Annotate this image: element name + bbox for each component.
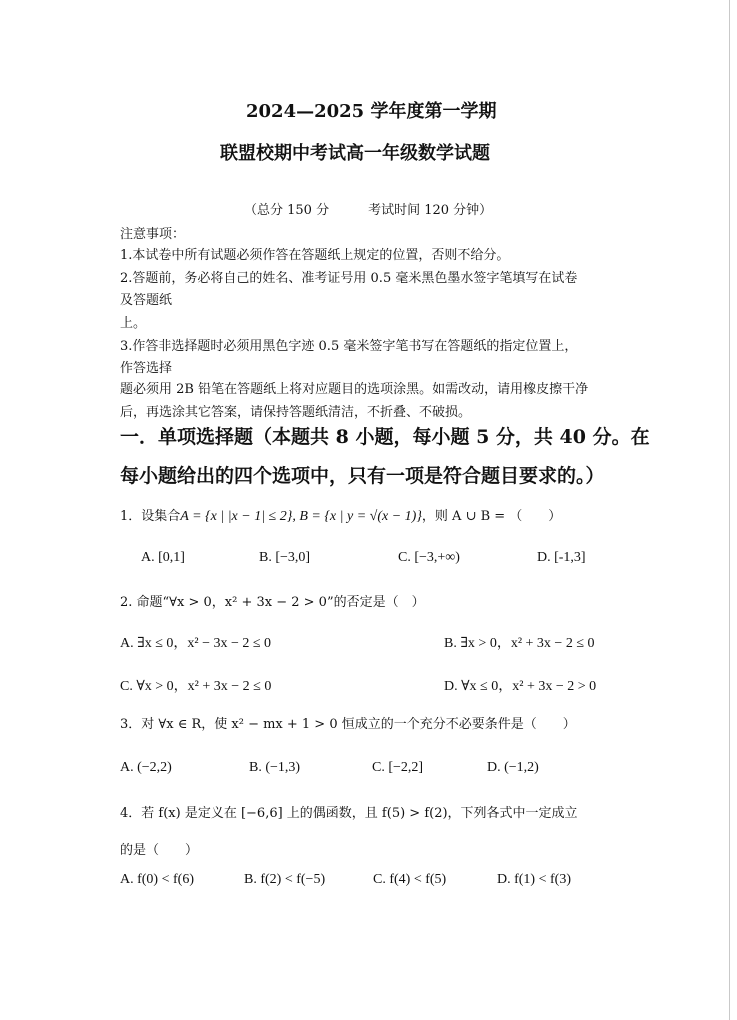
score-time-info: （总分 150 分 考试时间 120 分钟）: [244, 203, 493, 218]
q2-option-c: C. ∀x > 0，x² + 3x − 2 ≤ 0: [120, 679, 272, 694]
q4-option-d: D. f(1) < f(3): [497, 872, 571, 887]
q3-option-d: D. (−1,2): [487, 760, 539, 775]
section-heading-line1: 一．单项选择题（本题共 8 小题，每小题 5 分，共 40 分。在: [120, 426, 650, 448]
note-1: 1.本试卷中所有试题必须作答在答题纸上规定的位置，否则不给分。: [120, 248, 510, 263]
q1-tail: ，则 A ∪ B = （ ）: [421, 509, 562, 524]
q1-option-b: B. [−3,0]: [259, 550, 311, 565]
question-4-stem-line1: 4．若 f(x) 是定义在 [−6,6] 上的偶函数，且 f(5) > f(2)，下列各式中一定成立: [120, 806, 578, 821]
note-3-line2: 作答选择: [120, 361, 173, 376]
q3-option-c: C. [−2,2]: [372, 760, 424, 775]
exam-title-line2: 联盟校期中考试高一年级数学试题: [220, 143, 490, 164]
note-2-line1: 2.答题前，务必将自己的姓名、准考证号用 0.5 毫米黑色墨水签字笔填写在试卷: [120, 271, 578, 286]
note-3-line1: 3.作答非选择题时必须用黑色字迹 0.5 毫米签字笔书写在答题纸的指定位置上，: [120, 339, 578, 354]
note-3-line3: 题必须用 2B 铅笔在答题纸上将对应题目的选项涂黑。如需改动，请用橡皮擦干净: [120, 382, 589, 397]
q3-option-a: A. (−2,2): [120, 760, 172, 775]
q1-option-c: C. [−3,+∞): [398, 550, 460, 565]
exam-title-line1: 2024—2025 学年度第一学期: [246, 101, 497, 122]
question-3-stem: 3．对 ∀x ∈ R，使 x² − mx + 1 > 0 恒成立的一个充分不必要条件是（ ）: [120, 717, 576, 732]
note-2-line2: 及答题纸: [120, 293, 173, 308]
q2-option-b: B. ∃x > 0，x² + 3x − 2 ≤ 0: [444, 636, 595, 651]
q2-option-d: D. ∀x ≤ 0，x² + 3x − 2 > 0: [444, 679, 597, 694]
notes-heading: 注意事项：: [120, 227, 186, 242]
q4-option-a: A. f(0) < f(6): [120, 872, 194, 887]
q4-option-b: B. f(2) < f(−5): [244, 872, 326, 887]
section-heading-line2: 每小题给出的四个选项中，只有一项是符合题目要求的。）: [120, 465, 605, 487]
page-right-border: [729, 0, 730, 1020]
q2-option-a: A. ∃x ≤ 0，x² − 3x − 2 ≤ 0: [120, 636, 272, 651]
q3-option-b: B. (−1,3): [249, 760, 301, 775]
question-4-stem-line2: 的是（ ）: [120, 843, 199, 858]
q1-option-d: D. [-1,3]: [537, 550, 586, 565]
note-2-line3: 上。: [120, 316, 147, 331]
q1-set-definition: A = {x | |x − 1| ≤ 2}, B = {x | y = √(x − 1)}: [180, 509, 422, 524]
question-2-stem: 2. 命题“∀x > 0，x² + 3x − 2 > 0”的否定是（ ）: [120, 595, 425, 610]
q4-option-c: C. f(4) < f(5): [373, 872, 447, 887]
q1-option-a: A. [0,1]: [141, 550, 185, 565]
note-3-line4: 后，再选涂其它答案，请保持答题纸清洁，不折叠、不破损。: [120, 405, 472, 420]
q1-number: 1．设集合: [120, 509, 181, 524]
question-1-stem: [120, 508, 561, 526]
